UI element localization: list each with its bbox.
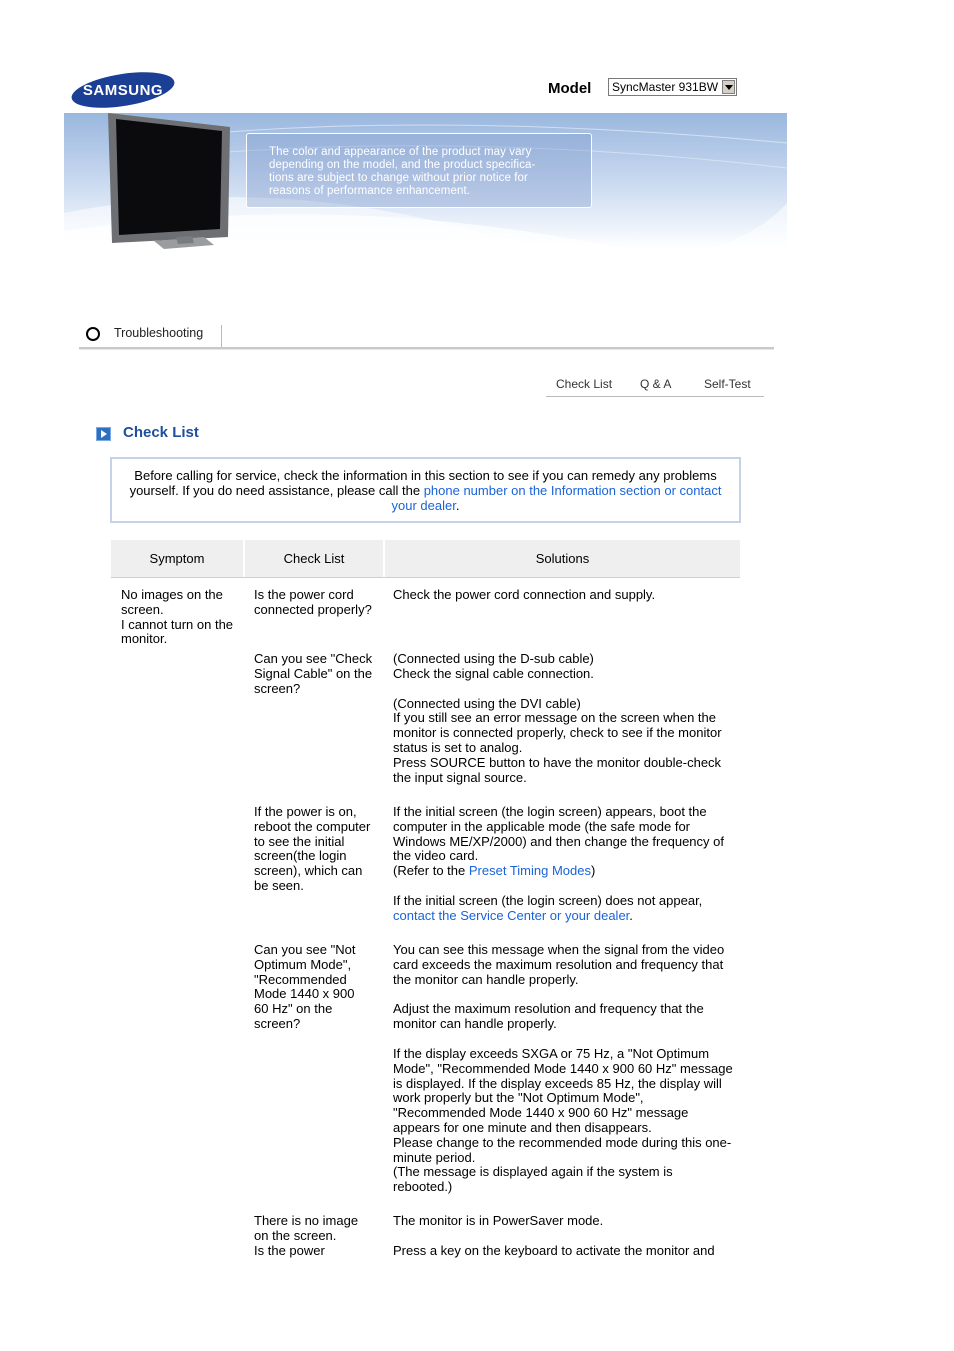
- chevron-down-icon[interactable]: [722, 80, 735, 94]
- check-cell: Is the power cord connected properly?: [254, 587, 372, 617]
- solution-line: You can see this message when the signal from the video card exceeds the maximum resolution and frequency that the monitor can handle properly.: [393, 942, 725, 987]
- solution-line: If the initial screen (the login screen) does not appear,: [393, 892, 703, 908]
- play-arrow-icon: [96, 427, 111, 441]
- section-divider: [221, 325, 222, 347]
- solution-line: (Connected using the D-sub cable): [393, 651, 594, 666]
- subnav-self-test[interactable]: Self-Test: [704, 377, 751, 391]
- solution-line: If you still see an error message on the screen when the monitor is connected properly, check to see if the monitor status is set to analog.: [393, 710, 722, 755]
- subnav-q-and-a[interactable]: Q & A: [640, 377, 672, 391]
- subnav-check-list[interactable]: Check List: [556, 377, 613, 391]
- solution-line: [393, 909, 735, 924]
- solution-text: (Refer to the: [393, 863, 469, 879]
- info-box: [110, 457, 741, 523]
- samsung-logo: [70, 72, 176, 108]
- info-text: Before calling for service, check the information in this section to see if you can remedy any problems yourself. If you do need assistance, please call the: [129, 468, 717, 498]
- section-title: Troubleshooting: [114, 326, 204, 340]
- header-checklist: Check List: [283, 551, 345, 566]
- banner-note-line: tions are subject to change without prior notice for: [269, 172, 528, 184]
- solution-line: (The message is displayed again if the system is rebooted.): [393, 1164, 673, 1195]
- brand-text: SAMSUNG: [82, 82, 164, 99]
- table-header: [111, 540, 740, 578]
- model-label: Model: [548, 80, 592, 97]
- solution-line: (Connected using the DVI cable): [393, 695, 581, 711]
- banner-note-line: depending on the model, and the product specifica-: [269, 159, 536, 171]
- solution-line: Press a key on the keyboard to activate the monitor and: [393, 1242, 715, 1258]
- solution-line: Adjust the maximum resolution and frequency that the monitor can handle properly.: [393, 1001, 704, 1032]
- symptom-line: No images on the screen.: [121, 587, 223, 617]
- check-cell: [254, 1214, 366, 1258]
- solution-line: Check the signal cable connection.: [393, 665, 594, 681]
- banner-note-line: The color and appearance of the product may vary: [269, 146, 532, 158]
- checklist-title: Check List: [123, 424, 199, 441]
- solution-line: If the initial screen (the login screen) appears, boot the computer in the applicable mode (the safe mode for Windows ME/XP/2000) and then change the frequency of the video card.: [393, 804, 724, 864]
- solution-line: The monitor is in PowerSaver mode.: [393, 1213, 604, 1228]
- info-text-end: .: [455, 498, 460, 513]
- solution-text: ): [590, 863, 596, 879]
- solution-line: [393, 864, 735, 879]
- check-cell: Can you see "Check Signal Cable" on the screen?: [254, 651, 373, 696]
- banner-notice: [246, 133, 592, 208]
- symptom-cell: [121, 588, 239, 647]
- hero-banner: [64, 113, 787, 249]
- solution-line: Press SOURCE button to have the monitor double-check the input signal source.: [393, 754, 722, 785]
- check-line: There is no image on the screen.: [254, 1213, 359, 1243]
- preset-timing-link[interactable]: Preset Timing Modes: [468, 863, 591, 879]
- solution-text: .: [629, 907, 633, 923]
- solution-cell: [393, 805, 735, 924]
- solution-cell: [393, 943, 735, 1195]
- banner-note-line: reasons of performance enhancement.: [269, 185, 471, 197]
- section-underline: [79, 347, 774, 350]
- service-center-link[interactable]: contact the Service Center or your dealer: [393, 907, 630, 923]
- check-cell: If the power is on, reboot the computer to see the initial screen(the login screen), which can be seen.: [254, 804, 371, 893]
- model-select[interactable]: [608, 78, 737, 96]
- subnav-underline: [546, 396, 764, 397]
- circle-bullet-icon: [86, 327, 100, 341]
- symptom-line: I cannot turn on the monitor.: [121, 616, 234, 647]
- solution-line: Please change to the recommended mode during this one-minute period.: [393, 1134, 732, 1165]
- check-line: Is the power: [254, 1242, 325, 1258]
- check-cell: Can you see "Not Optimum Mode", "Recommended Mode 1440 x 900 60 Hz" on the screen?: [254, 942, 356, 1031]
- model-select-value: SyncMaster 931BW: [612, 80, 719, 94]
- solution-cell: [393, 652, 735, 785]
- solution-line: If the display exceeds SXGA or 75 Hz, a "Not Optimum Mode", "Recommended Mode 1440 x 900 60 Hz" message is displayed. If the display exceeds 85 Hz, the display will work properly but the "Not Optimum Mode", "Recommended Mode 1440 x 900 60 Hz" message appears for one minute and then disappears.: [393, 1045, 733, 1135]
- header-solutions: Solutions: [535, 551, 590, 566]
- info-link[interactable]: phone number on the Information section or contact your dealer: [391, 483, 722, 513]
- solution-cell: Check the power cord connection and supply.: [393, 587, 656, 602]
- header-symptom: Symptom: [149, 551, 205, 566]
- monitor-image: [108, 113, 230, 249]
- solution-cell: [393, 1214, 735, 1259]
